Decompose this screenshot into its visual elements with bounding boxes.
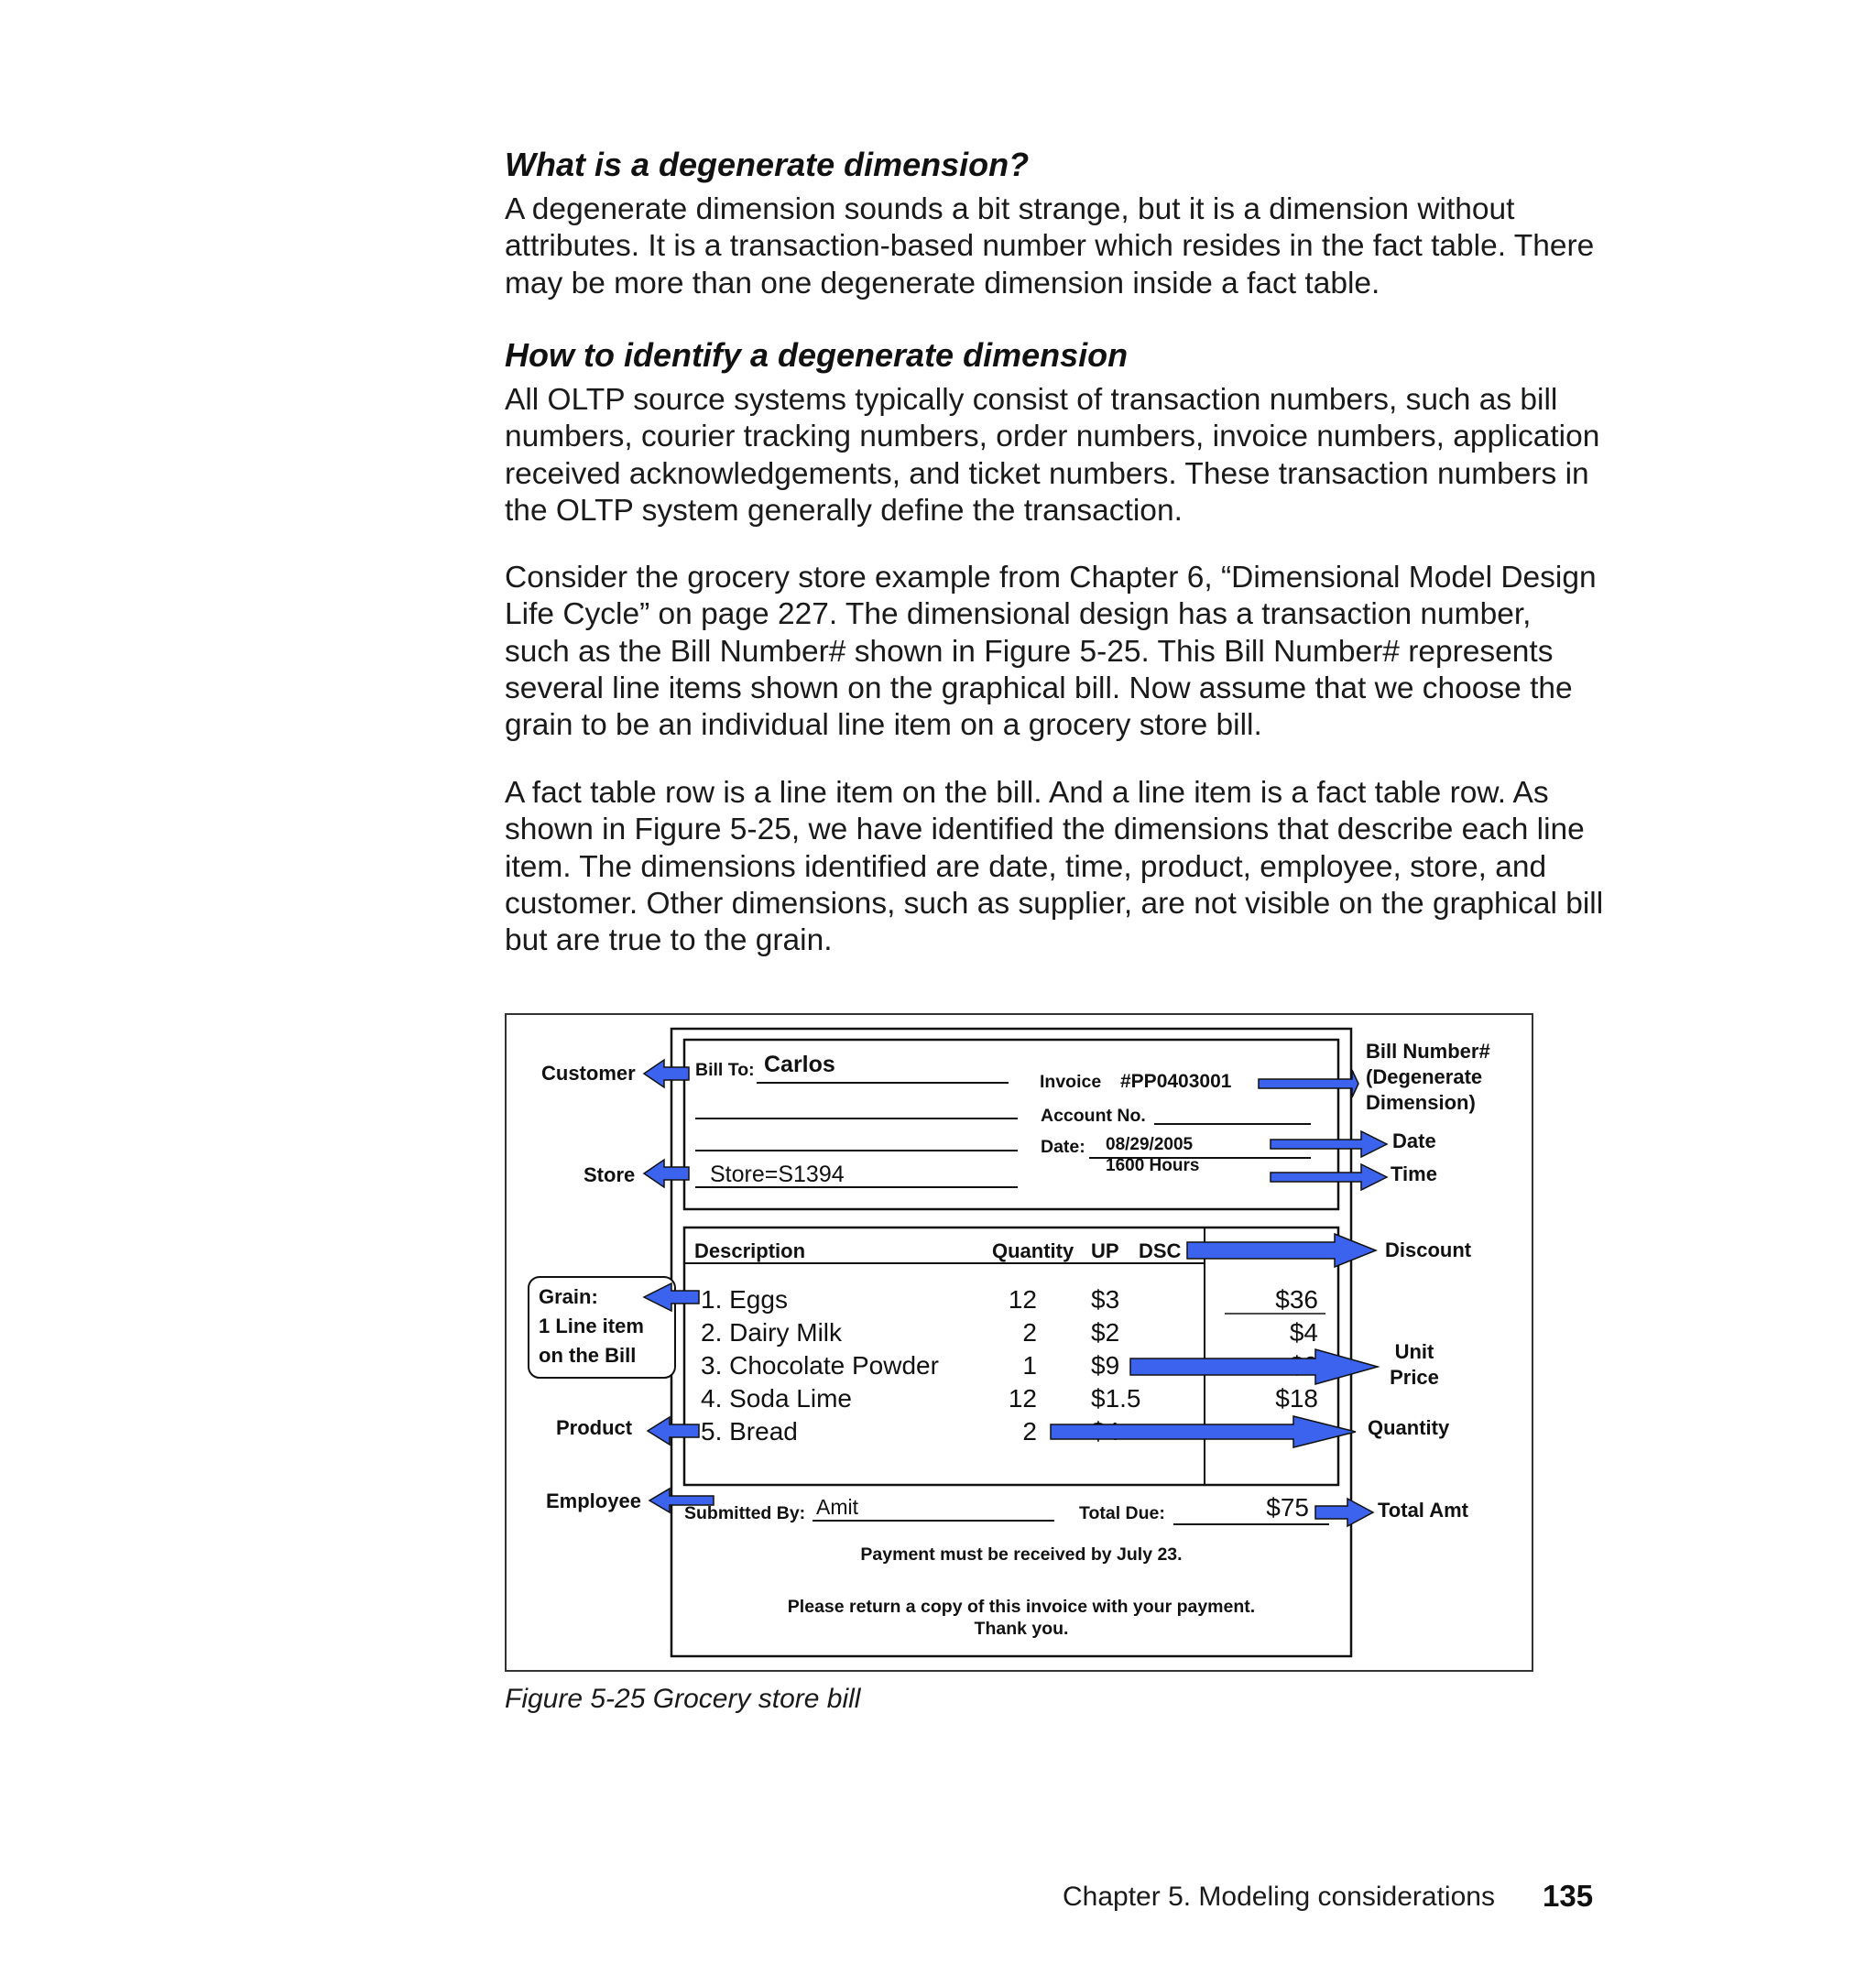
bill-to-value: Carlos: [764, 1052, 835, 1077]
submitted-by-label: Submitted By:: [684, 1503, 806, 1523]
item-amount: $4: [1289, 1318, 1318, 1347]
column-dsc: DSC: [1139, 1239, 1182, 1262]
bill-number-label-line2: (Degenerate: [1366, 1065, 1483, 1088]
store-label: Store: [584, 1163, 636, 1186]
section-heading-degenerate-dimension: What is a degenerate dimension?: [505, 146, 1030, 183]
section-heading-identify: How to identify a degenerate dimension: [505, 336, 1129, 374]
date-label: Date:: [1041, 1137, 1085, 1157]
quantity-label: Quantity: [1368, 1416, 1450, 1439]
bill-to-label: Bill To:: [695, 1060, 755, 1080]
item-quantity: 12: [1008, 1285, 1037, 1314]
item-unit-price: $9: [1091, 1351, 1120, 1380]
time-dimension-label: Time: [1391, 1162, 1437, 1185]
item-quantity: 1: [1022, 1351, 1037, 1380]
paragraph-fact-table-row: A fact table row is a line item on the bill. And a line item is a fact table row. As shown in Figure 5-25, we have identified the dimensions that describe each line item. The dimensions identified are date, time, product, employee, store, and customer. Other dimensions, such as supplier, are not visible on the graphical bill but are true to the grain.: [505, 776, 1604, 958]
discount-label: Discount: [1385, 1239, 1472, 1261]
item-unit-price: $2: [1091, 1318, 1120, 1347]
column-quantity: Quantity: [992, 1239, 1074, 1262]
item-unit-price: $1.5: [1091, 1384, 1141, 1413]
bill-number-label-line1: Bill Number#: [1366, 1040, 1490, 1063]
item-description: 3. Chocolate Powder: [701, 1351, 939, 1380]
item-description: 2. Dairy Milk: [701, 1318, 843, 1347]
column-up: UP: [1091, 1239, 1119, 1262]
customer-label: Customer: [541, 1062, 636, 1085]
item-quantity: 2: [1022, 1318, 1037, 1347]
store-value: Store=S1394: [710, 1162, 845, 1187]
thank-you-note: Thank you.: [974, 1619, 1069, 1639]
figure-canvas: [505, 1013, 1533, 1672]
grain-label-line2: 1 Line item: [539, 1315, 644, 1337]
item-amount: $18: [1275, 1384, 1318, 1413]
figure-grocery-bill: [505, 1013, 1533, 1672]
return-copy-note: Please return a copy of this invoice with your payment.: [787, 1597, 1256, 1617]
invoice-label: Invoice: [1040, 1072, 1102, 1092]
paragraph-definition: A degenerate dimension sounds a bit strange, but it is a dimension without attributes. It is a transaction-based number which resides in the fact table. There may be more than one degenerate dimension inside a fact table.: [505, 192, 1595, 300]
total-due-value: $75: [1266, 1493, 1309, 1522]
item-description: 4. Soda Lime: [701, 1384, 852, 1413]
unit-price-label-line2: Price: [1390, 1366, 1439, 1389]
page-number: 135: [1543, 1879, 1594, 1913]
submitted-by-value: Amit: [816, 1495, 858, 1519]
item-amount: $36: [1275, 1285, 1318, 1314]
invoice-number: #PP0403001: [1120, 1071, 1232, 1092]
column-description: Description: [694, 1239, 806, 1262]
item-quantity: 2: [1022, 1417, 1037, 1446]
paragraph-grocery-example: Consider the grocery store example from Chapter 6, “Dimensional Model Design Life Cycle” on page 227. The dimensional design has a transaction number, such as the Bill Number# shown in Figure 5-25. This Bill Number# represents several line items shown on the graphical bill. Now assume that we choose the grain to be an individual line item on a grocery store bill.: [505, 561, 1597, 743]
grain-label-line3: on the Bill: [539, 1344, 637, 1367]
total-amt-label: Total Amt: [1378, 1499, 1468, 1522]
product-label: Product: [556, 1416, 633, 1439]
grain-label-line1: Grain:: [539, 1285, 598, 1308]
date-value: 08/29/2005: [1106, 1135, 1194, 1154]
bill-number-label-line3: Dimension): [1366, 1091, 1476, 1114]
employee-label: Employee: [546, 1490, 641, 1512]
account-label: Account No.: [1041, 1106, 1146, 1126]
total-due-label: Total Due:: [1079, 1503, 1165, 1523]
figure-caption: Figure 5-25 Grocery store bill: [505, 1684, 861, 1714]
date-dimension-label: Date: [1392, 1129, 1436, 1152]
paragraph-oltp: All OLTP source systems typically consist of transaction numbers, such as bill numbers, courier tracking numbers, order numbers, invoice numbers, application received acknowledgements, and ticket numbers. These transaction numbers in the OLTP system generally define the transaction.: [505, 383, 1600, 528]
item-unit-price: $3: [1091, 1285, 1120, 1314]
item-quantity: 12: [1008, 1384, 1037, 1413]
item-description: 5. Bread: [701, 1417, 798, 1446]
item-description: 1. Eggs: [701, 1285, 788, 1314]
payment-note: Payment must be received by July 23.: [860, 1544, 1183, 1565]
footer-chapter-title: Chapter 5. Modeling considerations: [1063, 1882, 1495, 1912]
unit-price-label-line1: Unit: [1394, 1340, 1434, 1363]
time-value: 1600 Hours: [1106, 1156, 1200, 1175]
